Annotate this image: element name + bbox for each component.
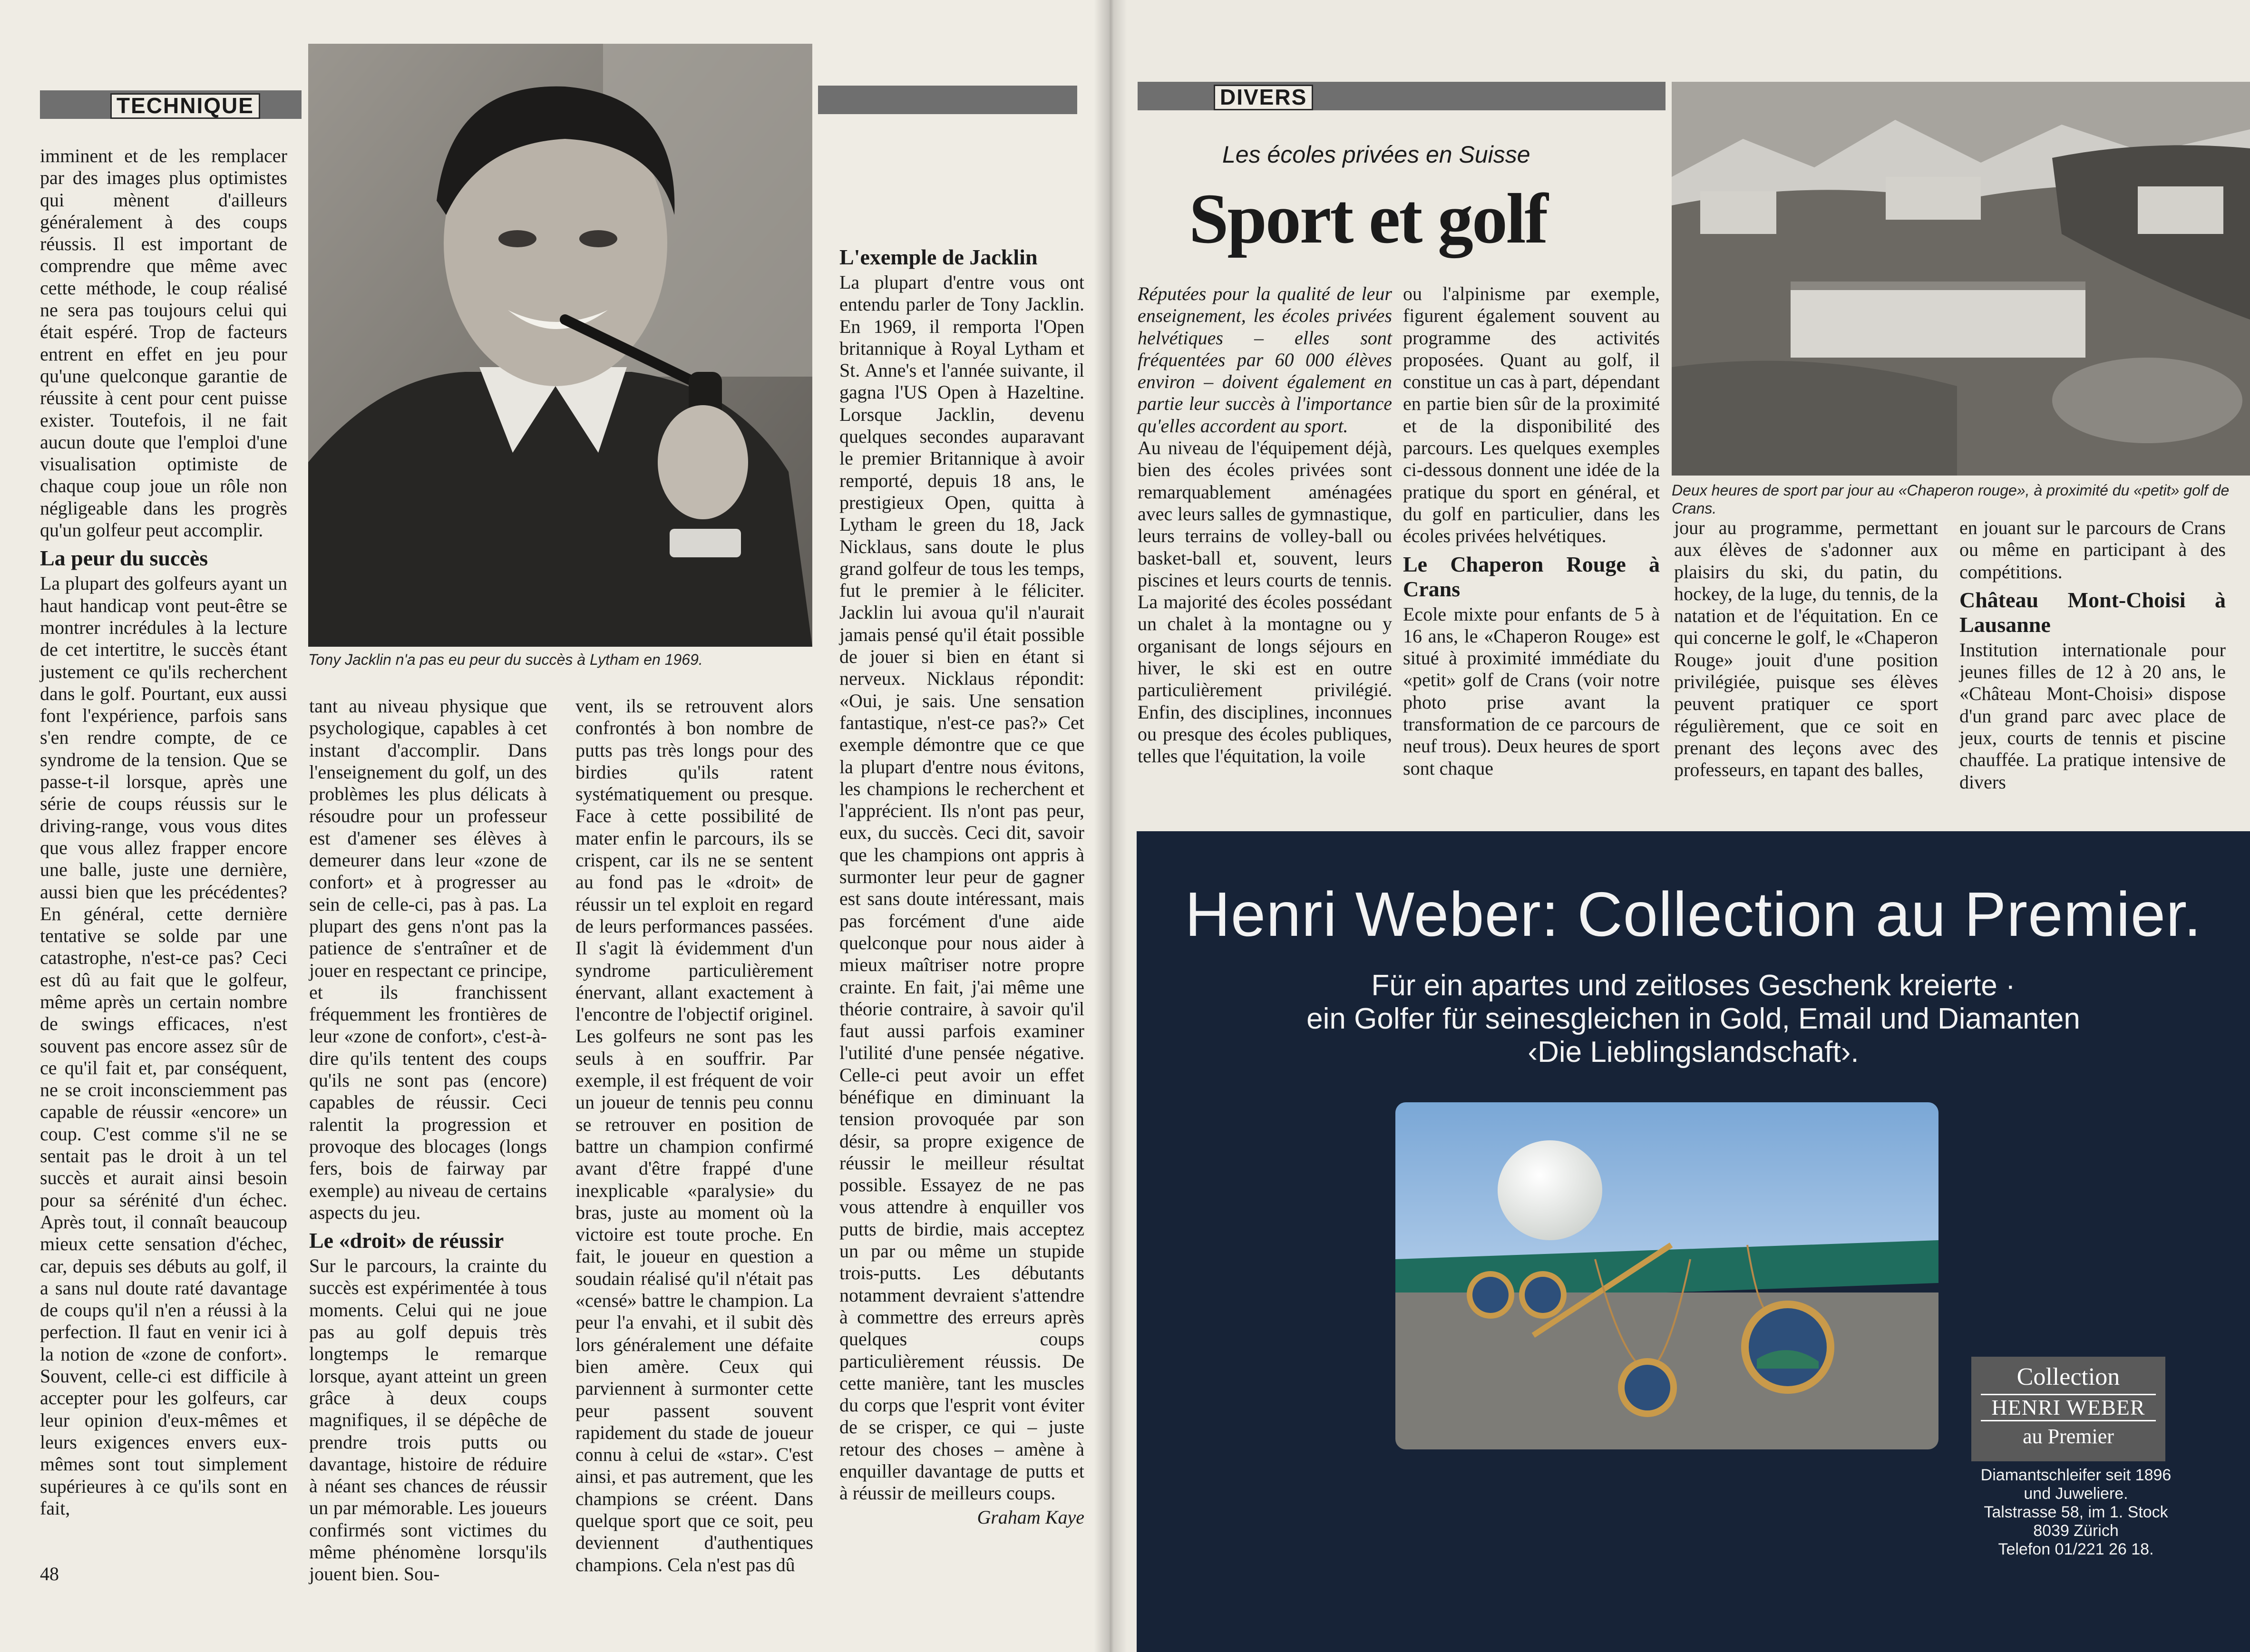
column-4 — [839, 240, 1084, 1528]
subheading: Le «droit» de réussir — [309, 1228, 504, 1253]
address-line: Talstrasse 58, im 1. Stock — [1984, 1503, 2168, 1521]
section-bar-divers — [1138, 82, 1666, 110]
right-column-3 — [1674, 517, 1938, 781]
photo-caption: Deux heures de sport par jour au «Chaperon rouge», à proximité du «petit» golf de Crans. — [1672, 482, 2230, 517]
ad-body — [1137, 969, 2250, 1069]
ad-address — [1971, 1466, 2181, 1559]
school-aerial-illustration — [1672, 82, 2250, 476]
address-line: und Juweliere. — [2024, 1485, 2128, 1503]
jewelry-photo — [1395, 1102, 1938, 1449]
paragraph: en jouant sur le parcours de Crans ou même en participant à des compétitions. — [1959, 517, 2226, 583]
section-bar-technique — [40, 90, 302, 119]
logo-line: au Premier — [2023, 1425, 2114, 1448]
ad-line: ‹Die Lieblingslandschaft›. — [1528, 1036, 1859, 1069]
paragraph: ou l'alpinisme par exemple, figurent également souvent au programme des activités proposées. Quant au golf, il constitue un cas à part, dépendant en partie bien sûr de la proximité et de la disponibilité des parcours. Les quelques exemples ci-dessous donnent une idée de la pratique du sport en général, et du golf en particulier, dans les écoles privées helvétiques. — [1403, 283, 1660, 547]
logo-line: Collection — [2016, 1363, 2120, 1390]
page-gutter — [1094, 0, 1127, 1652]
henri-weber-advertisement — [1137, 831, 2250, 1652]
right-column-1 — [1138, 283, 1392, 768]
column-2 — [309, 695, 547, 1585]
column-3 — [575, 695, 813, 1576]
lead-paragraph: Réputées pour la qualité de leur enseignement, les écoles privées helvétiques – elles sont fréquentées par 60 000 élèves environ – doivent également en partie leur succès à l'importance qu'elles accordent au sport. — [1138, 283, 1392, 437]
section-label: DIVERS — [1214, 85, 1313, 110]
ad-line: Für ein apartes und zeitloses Geschenk kreierte · — [1371, 969, 2016, 1002]
henri-weber-logo — [1971, 1357, 2165, 1461]
paragraph: Sur le parcours, la crainte du succès est expérimentée à tous moments. Celui qui ne joue pas au golf depuis très longtemps le remarque lorsque, ayant atteint un green grâce à deux coups magnifiques, il se dépêche de prendre trois putts ou davantage, histoire de réduire à néant ses chances de réussir un par mémorable. Les joueurs confirmés sont victimes du même phénomène lorsqu'ils jouent bien. Sou- — [309, 1255, 547, 1585]
paragraph: Institution internationale pour jeunes filles de 12 à 20 ans, le «Château Mont-Choisi» dispose d'un grand parc avec place de jeux, courts de tennis et piscine chauffée. La pratique intensive de divers — [1959, 639, 2226, 793]
column-1 — [40, 145, 287, 1519]
ad-line: ein Golfer für seinesgleichen in Gold, Email und Diamanten — [1306, 1002, 2080, 1035]
paragraph: Au niveau de l'équipement déjà, bien des écoles privées sont remarquablement aménagées avec leurs salles de gymnastique, leurs terrains de volley-ball ou basket-ball et, souvent, leurs piscines et leurs courts de tennis. La majorité des écoles possédant un chalet à la montagne ou y organisant de longs séjours en hiver, le ski est en outre particulièrement privilégié. Enfin, des disciplines, inconnues ou presque des écoles publiques, telles que l'équitation, la voile — [1138, 437, 1392, 767]
paragraph: Ecole mixte pour enfants de 5 à 16 ans, le «Chaperon Rouge» est situé à proximité immédiate du «petit» golf de Crans (voir notre photo prise avant la transformation de ce parcours de neuf trous). Deux heures de sport sont chaque — [1403, 603, 1660, 779]
paragraph: imminent et de les remplacer par des images plus optimistes qui mènent d'ailleurs généralement à des coups réussis. Il est important de comprendre que même avec cette méthode, le coup réalisé ne sera pas toujours celui qui était espéré. Trop de facteurs entrent en effet en jeu pour qu'une quelconque garantie de réussite à cent pour cent puisse exister. Toutefois, il ne fait aucun doute que l'emploi d'une visualisation optimiste de chaque coup joue un rôle non négligeable dans les progrès qu'un golfeur peut accomplir. — [40, 145, 287, 541]
jacklin-portrait-illustration — [308, 44, 812, 647]
paragraph: tant au niveau physique que psychologique, capables à cet instant d'accomplir. Dans l'enseignement du golf, un des problèmes les plus délicats à résoudre pour un professeur est d'amener ses élèves à demeurer dans leur «zone de confort» et à progresser au sein de celle-ci, pas à pas. La plupart des gens n'ont pas la patience de s'entraîner et de jouer en respectant ce principe, et ils franchissent fréquemment les frontières de leur «zone de confort», c'est-à-dire qu'ils tentent des coups qu'ils ne sont pas (encore) capables de réussir. Ceci ralentit la progression et provoque des blocages (longs fers, bois de fairway par exemple) au niveau de certains aspects du jeu. — [309, 695, 547, 1223]
subheading: La peur du succès — [40, 546, 208, 571]
paragraph: La plupart des golfeurs ayant un haut handicap vont peut-être se montrer incrédules à la lecture de cet intertitre, le succès étant justement ce qu'ils recherchent dans le golf. Pourtant, eux aussi font l'expérience, parfois sans s'en rendre compte, de ce syndrome de la tension. Que se passe-t-il lorsque, après une série de coups réussis sur le driving-range, vous vous dites que vous allez frapper encore une balle, juste une dernière, aussi bien que les précédentes? En général, cette dernière tentative se solde par une catastrophe, n'est-ce pas? Ceci est dû au fait que le golfeur, même après un certain nombre de swings efficaces, n'est souvent pas encore assez sûr de ce qu'il fait et, par conséquent, ne se croit inconsciemment pas capable de réussir «encore» un coup. C'est comme s'il ne se sentait pas le droit à un tel succès et aurait ainsi besoin pour sa sérénité d'un échec. Après tout, il connaît beaucoup mieux cette sensation d'échec, car, depuis ses débuts au golf, il a sans nul doute raté davantage de coups qu'il n'en a réussi à la perfection. Il faut en venir ici à la notion de «zone de confort». Souvent, celle-ci est difficile à accepter pour les golfeurs, car leur opinion d'eux-mêmes et leurs exigences envers eux-mêmes sont tout simplement supérieures à ce qu'ils sont en fait, — [40, 573, 287, 1519]
ad-title: Henri Weber: Collection au Premier. — [1185, 879, 2202, 949]
subheading: Château Mont-Choisi à Lausanne — [1959, 587, 2226, 637]
article-headline: Sport et golf — [1189, 179, 1547, 258]
photo-caption: Tony Jacklin n'a pas eu peur du succès à Lytham en 1969. — [308, 651, 703, 668]
article-kicker: Les écoles privées en Suisse — [1222, 141, 1530, 168]
section-label: TECHNIQUE — [110, 93, 260, 119]
logo-line: HENRI WEBER — [1981, 1394, 2156, 1421]
paragraph: vent, ils se retrouvent alors confrontés à bon nombre de putts pas très longs pour des birdies qu'ils ratent systématiquement ou presque. Face à cette possibilité de mater enfin le parcours, ils se crispent, car ils ne se sentent au fond pas le «droit» de réussir un tel exploit en regard de leurs performances passées. Il s'agit là évidemment d'un syndrome particulièrement énervant, allant exactement à l'encontre de l'objectif originel. Les golfeurs ne sont pas les seuls à en souffrir. Par exemple, il est fréquent de voir un joueur de tennis peu connu se retrouver en position de battre un champion confirmé avant d'être frappé d'une inexplicable «paralysie» du bras, juste au moment où la victoire est toute proche. En fait, le joueur en question a soudain réalisé qu'il n'était pas «censé» battre le champion. La peur l'a envahi, et il subit dès lors généralement une défaite bien amère. Ceux qui parviennent à surmonter cette peur passent souvent rapidement du stade de joueur connu à celui de «star». C'est ainsi, et pas autrement, que les champions se créent. Dans quelque sport que ce soit, peu deviennent d'authentiques champions. Cela n'est pas dû — [575, 695, 813, 1575]
subheading: Le Chaperon Rouge à Crans — [1403, 552, 1660, 601]
right-column-4 — [1959, 517, 2226, 793]
address-line: Diamantschleifer seit 1896 — [1980, 1466, 2172, 1484]
paragraph: jour au programme, permettant aux élèves de s'adonner aux plaisirs du ski, du patin, du hockey, de la luge, du tennis, de la natation et de l'équitation. En ce qui concerne le golf, le «Chaperon Rouge» jouit d'une position privilégiée, puisque ses élèves peuvent pratiquer ce sport régulièrement, que ce soit en prenant des leçons avec des professeurs, en tapant des balles, — [1674, 517, 1938, 781]
jewelry-illustration — [1395, 1102, 1938, 1449]
address-line: 8039 Zürich — [2033, 1522, 2119, 1540]
paragraph: La plupart d'entre vous ont entendu parler de Tony Jacklin. En 1969, il remporta l'Open britannique à Royal Lytham et St. Anne's et l'année suivante, il gagna l'US Open à Hazeltine. Lorsque Jacklin, devenu quelques secondes auparavant le premier Britannique à avoir remporté, depuis 18 ans, le prestigieux Open, quitta à Lytham le green du 18, Jack Nicklaus, sans doute le plus grand golfeur de tous les temps, fut le premier à le féliciter. Jacklin lui avoua qu'il n'aurait jamais pensé qu'il était possible de jouer si bien en étant si nerveux. Nicklaus répondit: «Oui, je sais. Une sensation fantastique, n'est-ce pas?» Cet exemple démontre que ce que la plupart d'entre nous évitons, les champions le recherchent et l'apprécient. Ils n'ont pas peur, eux, du succès. Ceci dit, savoir que les champions ont appris à surmonter leur peur de gagner est sans doute intéressant, mais pas forcément d'une aide quelconque pour nous aider à mieux maîtriser notre propre crainte. En fait, j'ai même une théorie contraire, à savoir qu'il faut aussi parfois examiner l'utilité d'une pensée négative. Celle-ci peut avoir un effet bénéfique en diminuant la tension provoquée par son désir, sa propre exigence de réussir le meilleur résultat possible. Essayez de ne pas vous attendre à enquiller vos putts de birdie, mais acceptez un par ou même un stupide trois-putts. Les débutants notamment devraient s'attendre à commettre des erreurs après quelques coups particulièrement réussis. De cette manière, tant les muscles du corps que l'esprit vont éviter de se crisper, ce qui – juste retour des choses – amène à enquiller davantage de putts et à réussir de meilleurs coups. — [839, 272, 1084, 1504]
page-number: 48 — [40, 1563, 59, 1584]
section-bar-blank — [818, 86, 1077, 114]
subheading: L'exemple de Jacklin — [839, 245, 1038, 269]
jacklin-photo — [308, 44, 812, 647]
school-photo — [1672, 82, 2250, 476]
author-signature: Graham Kaye — [977, 1506, 1084, 1528]
right-column-2 — [1403, 283, 1660, 779]
left-page — [0, 0, 1110, 1652]
address-line: Telefon 01/221 26 18. — [1998, 1540, 2154, 1558]
